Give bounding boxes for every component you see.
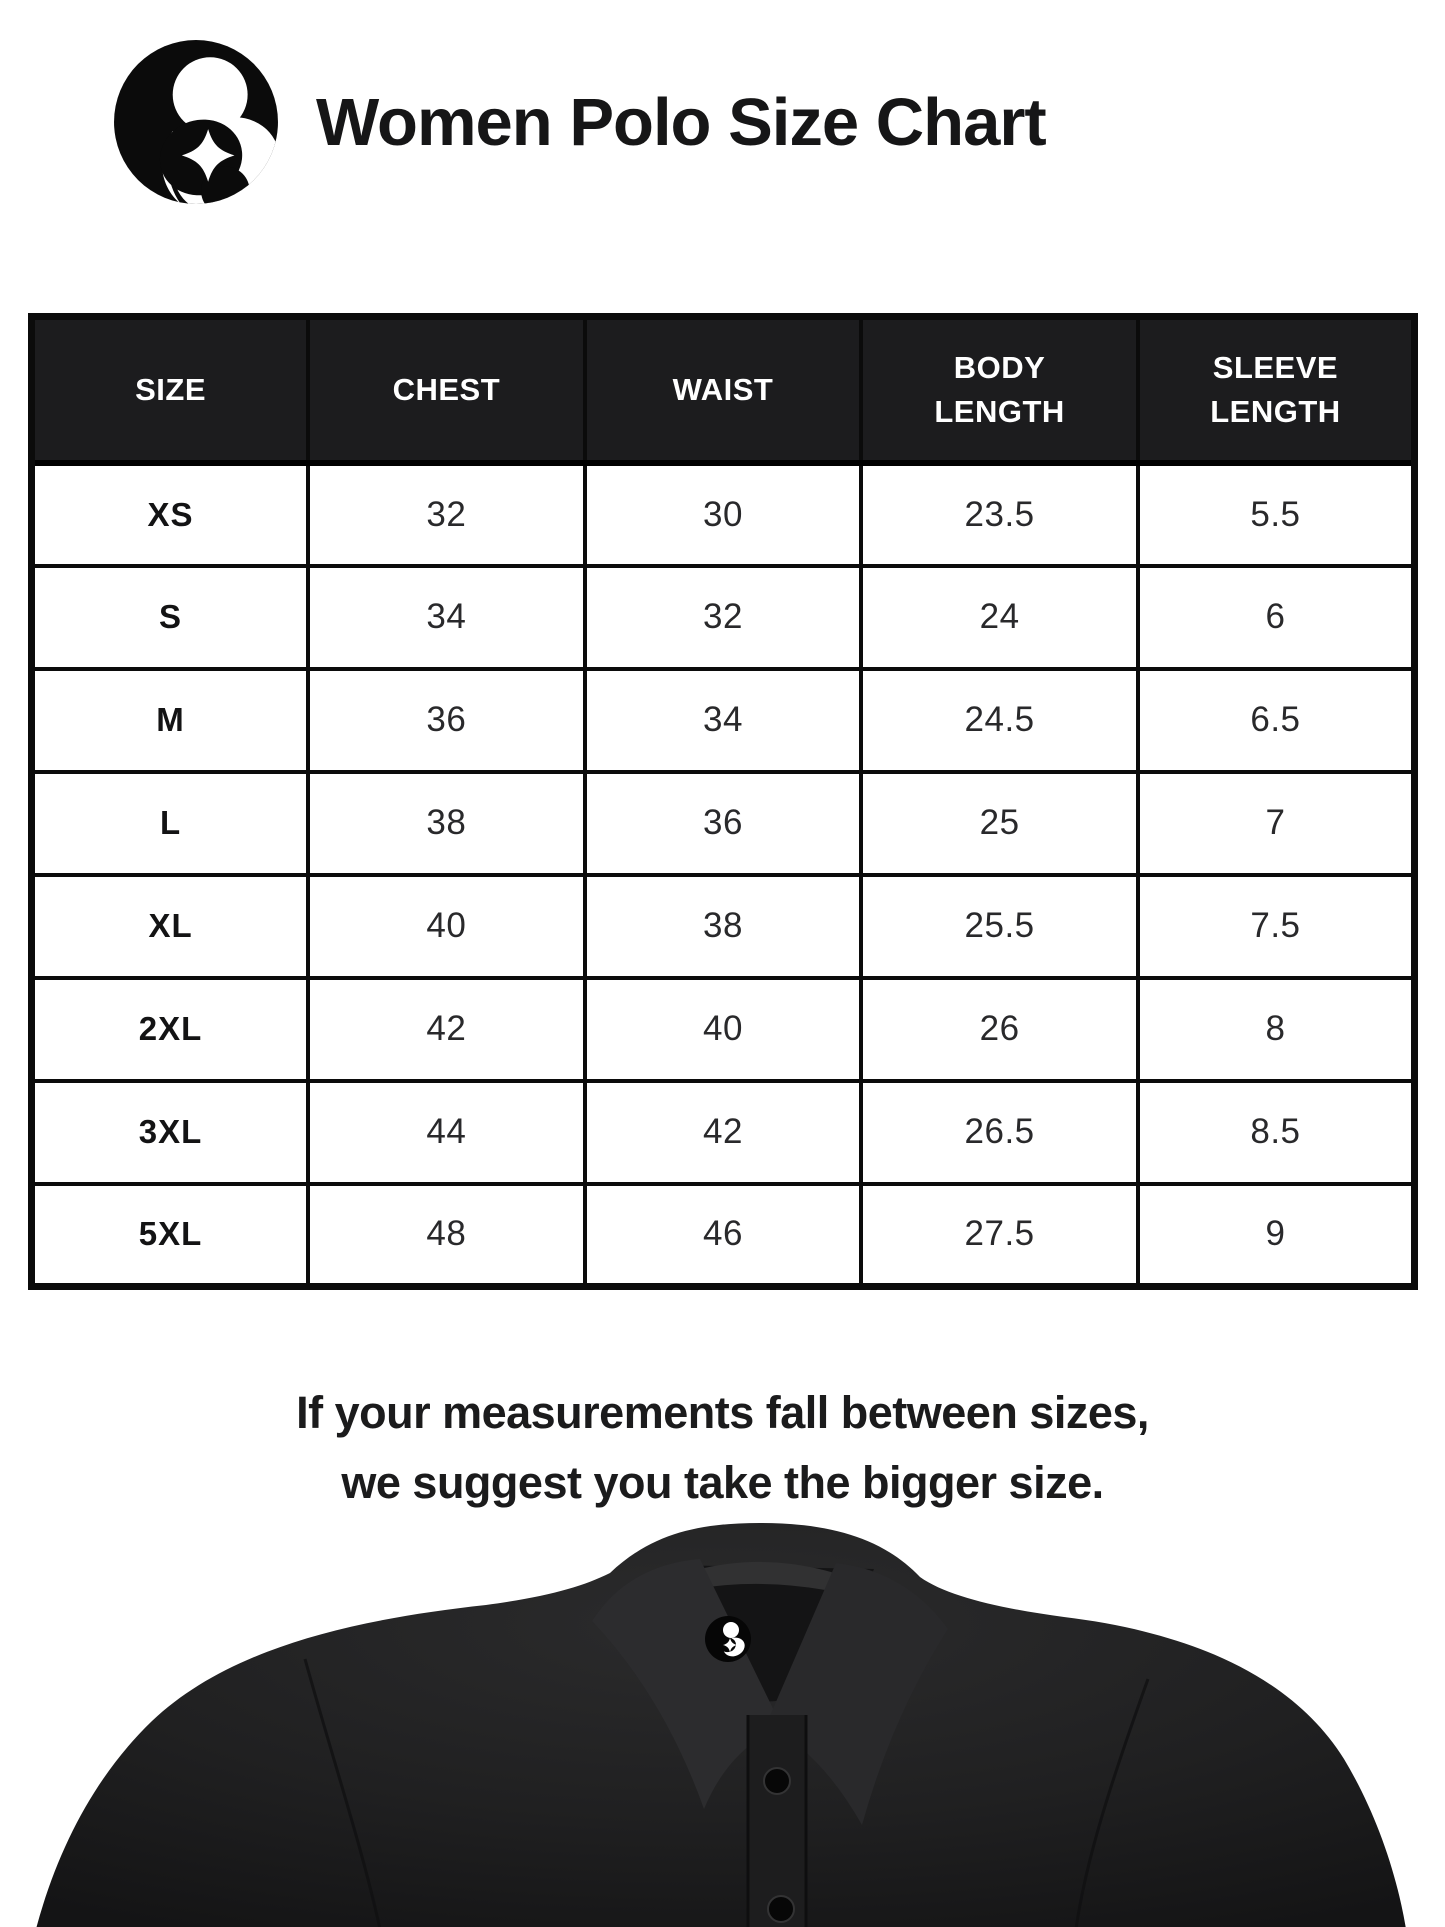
fit-note-line-1: If your measurements fall between sizes, [296,1387,1149,1438]
neck-label-logo-icon [705,1616,751,1662]
size-label-cell: 2XL [32,978,309,1081]
fit-note [0,1378,1445,1518]
column-header: SIZE [32,317,309,463]
size-label-cell: M [32,669,309,772]
measurement-cell: 36 [308,669,585,772]
column-header: WAIST [585,317,862,463]
measurement-cell: 26.5 [861,1081,1138,1184]
table-row [32,669,1415,772]
measurement-cell: 34 [585,669,862,772]
size-table-container [28,313,1418,1290]
size-table-header-row [32,317,1415,463]
measurement-cell: 36 [585,772,862,875]
column-header: SLEEVE LENGTH [1138,317,1415,463]
polo-button-top [764,1768,790,1794]
table-row [32,875,1415,978]
measurement-cell: 6 [1138,566,1415,669]
measurement-cell: 30 [585,463,862,566]
page-title: Women Polo Size Chart [316,84,1046,160]
measurement-cell: 40 [585,978,862,1081]
measurement-cell: 25 [861,772,1138,875]
measurement-cell: 26 [861,978,1138,1081]
size-table-head [32,317,1415,463]
table-row [32,772,1415,875]
measurement-cell: 5.5 [1138,463,1415,566]
brand-header [112,38,1046,206]
measurement-cell: 34 [308,566,585,669]
measurement-cell: 38 [585,875,862,978]
measurement-cell: 38 [308,772,585,875]
size-label-cell: 5XL [32,1184,309,1287]
polo-button-bottom [768,1896,794,1922]
measurement-cell: 42 [308,978,585,1081]
measurement-cell: 40 [308,875,585,978]
size-label-cell: L [32,772,309,875]
measurement-cell: 42 [585,1081,862,1184]
table-row [32,463,1415,566]
table-row [32,1184,1415,1287]
table-row [32,1081,1415,1184]
measurement-cell: 25.5 [861,875,1138,978]
size-label-cell: XS [32,463,309,566]
measurement-cell: 23.5 [861,463,1138,566]
measurement-cell: 6.5 [1138,669,1415,772]
column-header: BODY LENGTH [861,317,1138,463]
table-row [32,978,1415,1081]
fit-note-line-2: we suggest you take the bigger size. [341,1456,1104,1508]
measurement-cell: 46 [585,1184,862,1287]
measurement-cell: 44 [308,1081,585,1184]
measurement-cell: 32 [308,463,585,566]
size-table-body [32,463,1415,1287]
size-label-cell: XL [32,875,309,978]
measurement-cell: 8 [1138,978,1415,1081]
measurement-cell: 24 [861,566,1138,669]
measurement-cell: 8.5 [1138,1081,1415,1184]
polo-shirt-image [0,1517,1445,1927]
mother-and-child-logo-icon [112,38,280,206]
polo-placket [748,1715,806,1927]
size-table [28,313,1418,1290]
measurement-cell: 32 [585,566,862,669]
table-row [32,566,1415,669]
measurement-cell: 9 [1138,1184,1415,1287]
measurement-cell: 48 [308,1184,585,1287]
measurement-cell: 24.5 [861,669,1138,772]
size-label-cell: S [32,566,309,669]
size-label-cell: 3XL [32,1081,309,1184]
measurement-cell: 7 [1138,772,1415,875]
measurement-cell: 27.5 [861,1184,1138,1287]
measurement-cell: 7.5 [1138,875,1415,978]
column-header: CHEST [308,317,585,463]
